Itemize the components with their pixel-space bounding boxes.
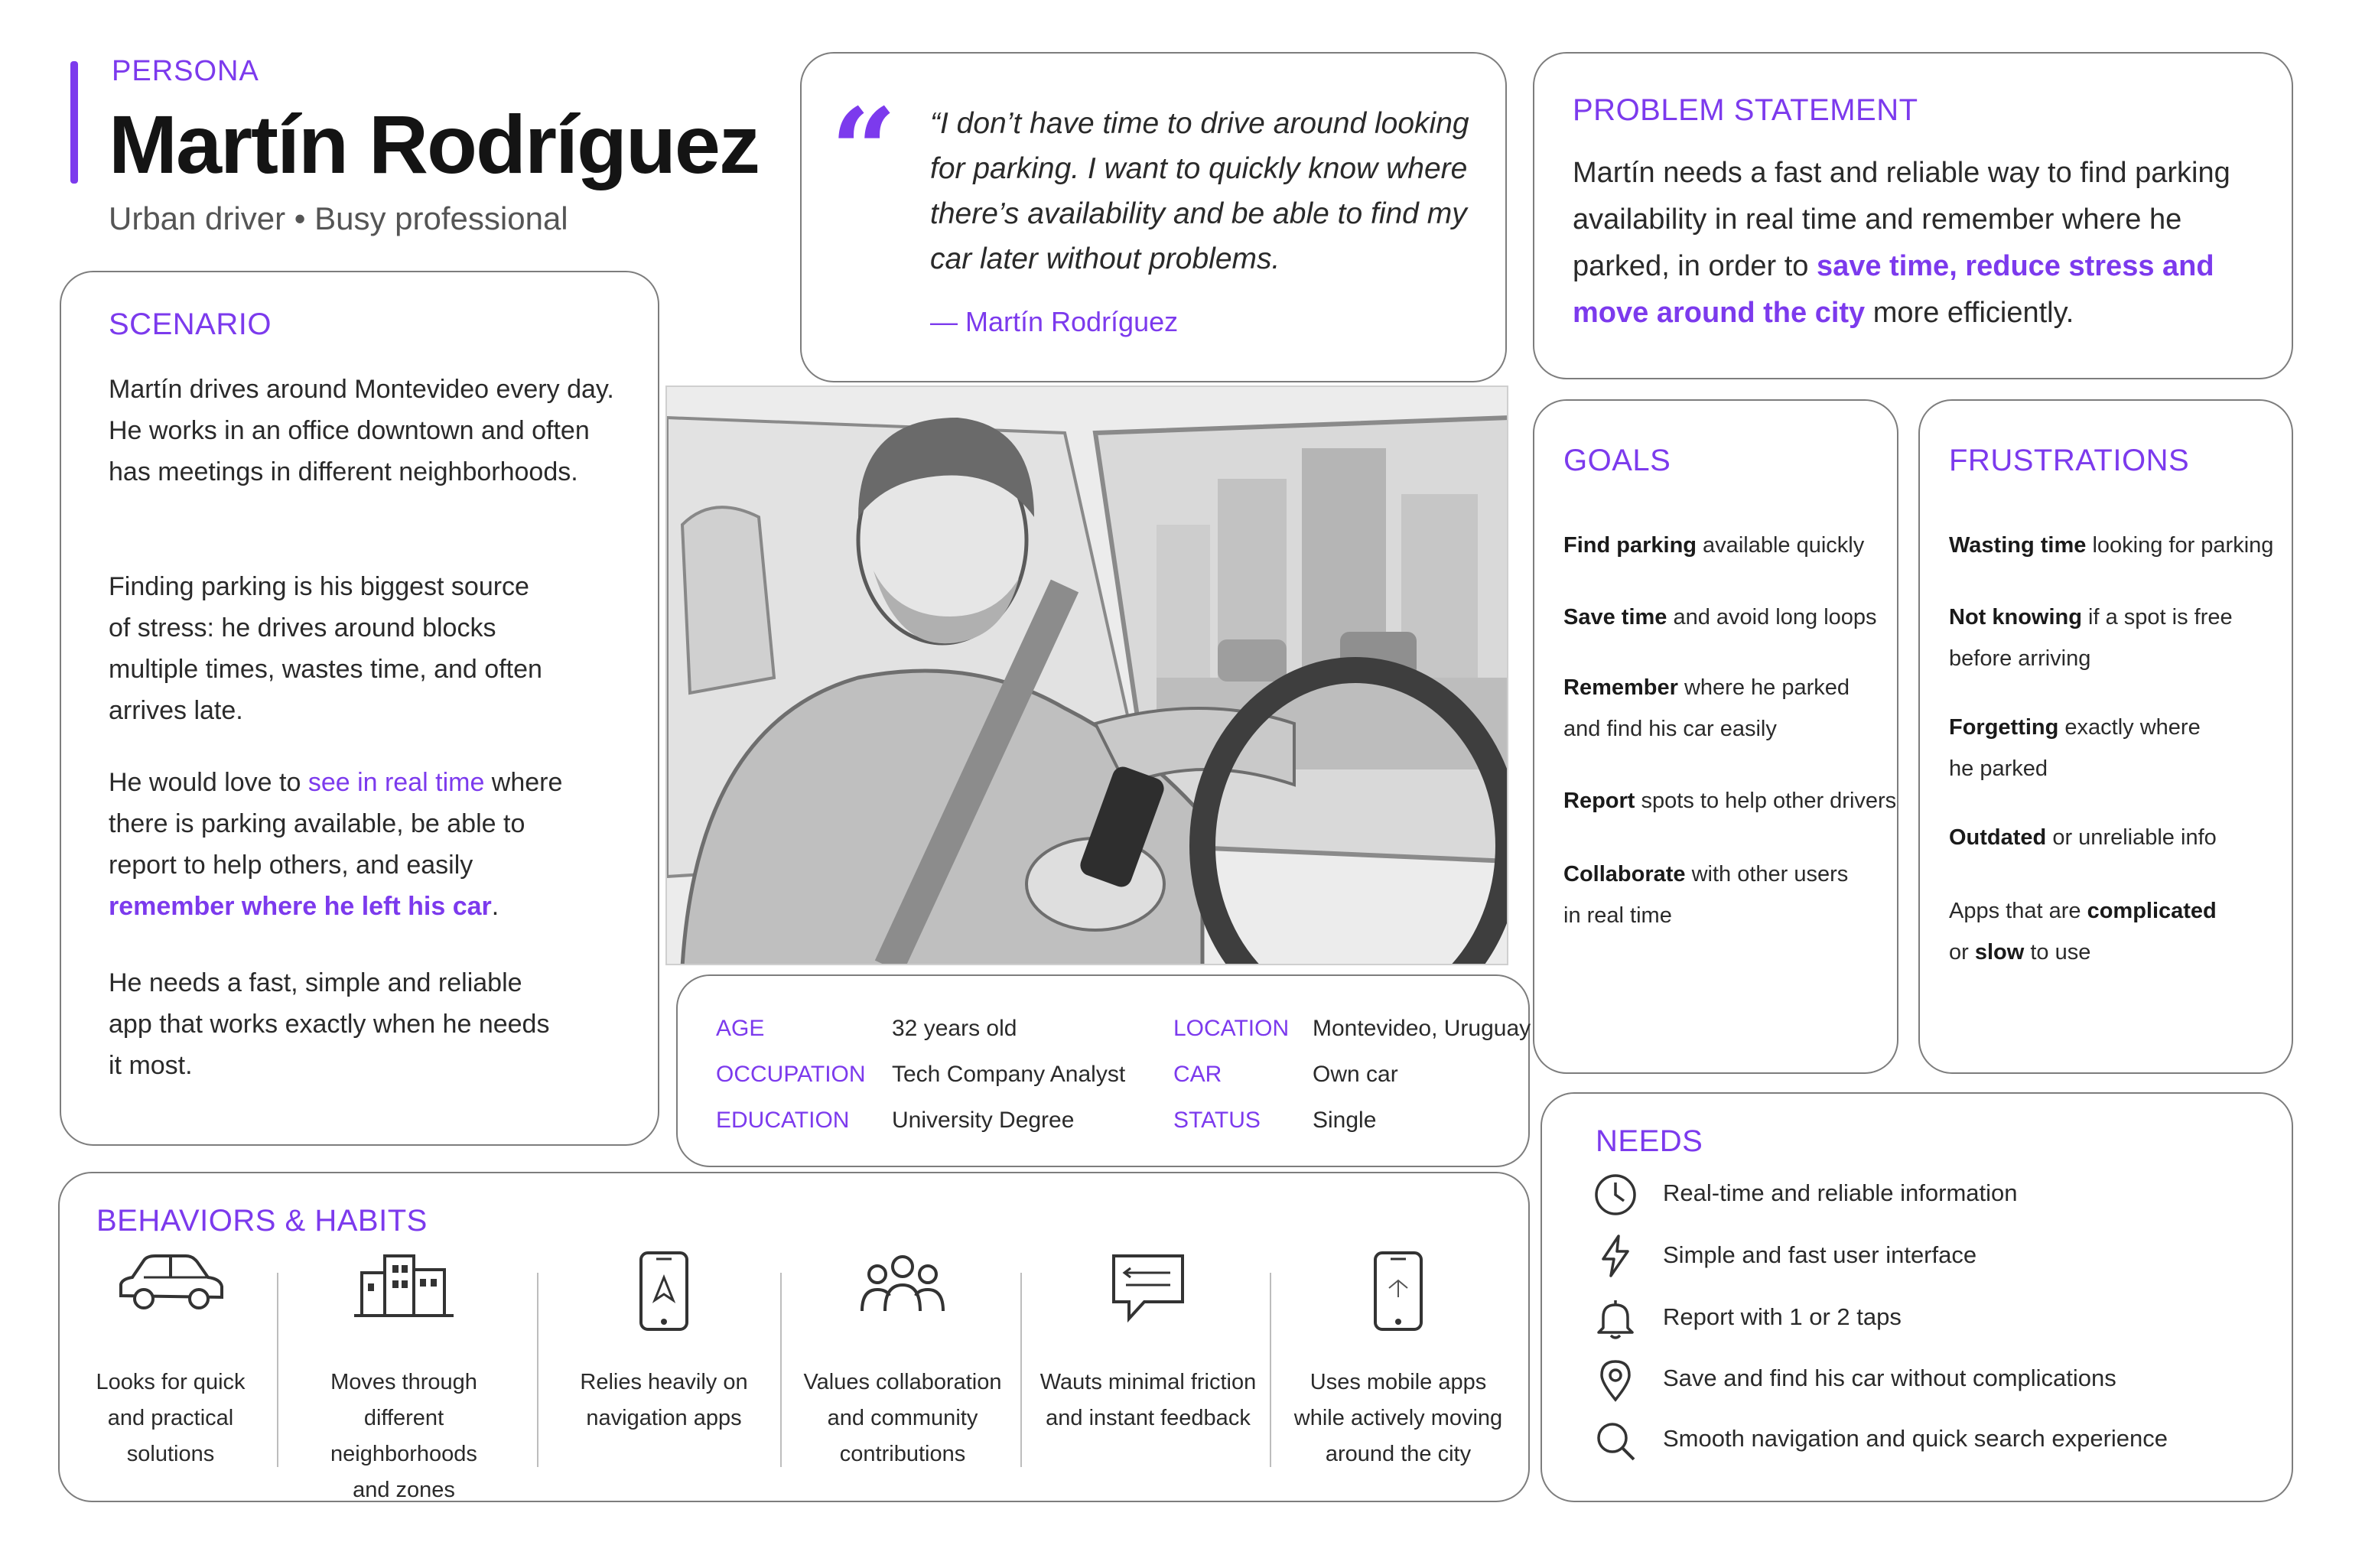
behaviors-title: BEHAVIORS & HABITS (96, 1204, 428, 1238)
phone-icon (1368, 1250, 1429, 1334)
occupation-label: OCCUPATION (716, 1062, 866, 1087)
persona-subtitle: Urban driver • Busy professional (109, 200, 568, 236)
chat-icon (1106, 1250, 1190, 1326)
driver-illustration-icon (667, 387, 1508, 965)
car-label: CAR (1173, 1062, 1222, 1087)
need-item: Real-time and reliable information (1663, 1179, 2018, 1206)
persona-info-card (676, 974, 1530, 1167)
age-label: AGE (716, 1016, 765, 1041)
need-item: Simple and fast user interface (1663, 1241, 1977, 1268)
header-accent-bar (70, 61, 78, 184)
bell-icon (1593, 1296, 1638, 1342)
behavior-divider (780, 1273, 782, 1467)
behaviors-card (58, 1172, 1530, 1502)
goal-item: Report spots to help other drivers (1563, 789, 1897, 813)
location-pin-icon (1593, 1357, 1638, 1403)
frustration-item: Wasting time looking for parking (1949, 533, 2274, 558)
car-value: Own car (1313, 1062, 1398, 1087)
behavior-item: Wauts minimal friction and instant feedback (1028, 1250, 1268, 1472)
need-item: Save and find his car without complications (1663, 1365, 2116, 1391)
occupation-value: Tech Company Analyst (892, 1062, 1126, 1087)
goal-item: Save time and avoid long loops (1563, 605, 1877, 629)
lightning-icon (1593, 1233, 1638, 1279)
problem-statement-text: Martín needs a fast and reliable way to find parking availability in real time and remember where he parked, in order to save time, reduce stress and move around the city more efficiently. (1573, 157, 2230, 329)
quote-text: “I don’t have time to drive around looking for parking. I want to quickly know where there’s availability and be able to find my car later without problems. (930, 107, 1469, 275)
goal-item: Find parking available quickly (1563, 533, 1865, 558)
scenario-title: SCENARIO (109, 307, 272, 341)
goals-title: GOALS (1563, 444, 1671, 477)
frustration-item: Not knowing if a spot is free before arriving (1949, 605, 2233, 671)
behavior-item: Relies heavily on navigation apps (549, 1250, 779, 1472)
persona-photo (665, 385, 1508, 965)
needs-title: NEEDS (1596, 1124, 1703, 1158)
scenario-paragraph-4: He needs a fast, simple and reliable app that works exactly when he needs it most. (109, 968, 550, 1080)
behavior-divider (537, 1273, 538, 1467)
frustrations-title: FRUSTRATIONS (1949, 444, 2190, 477)
behavior-item: Looks for quick and practical solutions (60, 1250, 281, 1472)
behavior-divider (1020, 1273, 1022, 1467)
location-value: Montevideo, Uruguay (1313, 1016, 1531, 1041)
behavior-item: Moves through different neighborhoods and zones (289, 1250, 519, 1472)
needs-card (1541, 1092, 2293, 1502)
search-icon (1593, 1418, 1638, 1464)
quote-author: — Martín Rodríguez (930, 306, 1179, 337)
persona-name: Martín Rodríguez (109, 98, 759, 190)
frustration-item: Apps that are complicated or slow to use (1949, 899, 2217, 965)
phone-navigation-icon (633, 1250, 695, 1334)
goals-card (1533, 399, 1898, 1074)
goal-item: Collaborate with other users in real time (1563, 862, 1849, 928)
car-icon (113, 1250, 228, 1319)
buildings-icon (346, 1250, 461, 1319)
need-item: Report with 1 or 2 taps (1663, 1303, 1902, 1330)
status-value: Single (1313, 1108, 1377, 1133)
need-item: Smooth navigation and quick search experience (1663, 1425, 2168, 1452)
behavior-divider (277, 1273, 278, 1467)
frustration-item: Forgetting exactly where he parked (1949, 715, 2201, 781)
status-label: STATUS (1173, 1108, 1261, 1133)
scenario-highlight-remember: remember where he left his car (109, 892, 492, 921)
frustrations-card (1918, 399, 2293, 1074)
persona-label: PERSONA (112, 55, 259, 87)
goal-item: Remember where he parked and find his car easily (1563, 675, 1850, 741)
behavior-item: Values collaboration and community contributions (788, 1250, 1017, 1472)
education-label: EDUCATION (716, 1108, 850, 1133)
scenario-paragraph-3: He would love to see in real time where there is parking available, be able to report to help others, and easily remember where he left his car. (109, 768, 563, 921)
education-value: University Degree (892, 1108, 1075, 1133)
scenario-highlight-realtime: see in real time (307, 768, 485, 797)
problem-statement-card (1533, 52, 2293, 379)
community-icon (853, 1250, 952, 1319)
clock-icon (1593, 1172, 1638, 1218)
problem-highlight: save time, reduce stress and move around the city (1573, 250, 2214, 329)
age-value: 32 years old (892, 1016, 1017, 1041)
location-label: LOCATION (1173, 1016, 1290, 1041)
frustration-item: Outdated or unreliable info (1949, 825, 2217, 850)
behavior-divider (1270, 1273, 1271, 1467)
behavior-item: Uses mobile apps while actively moving around the city (1277, 1250, 1519, 1472)
quote-mark-icon: “ (831, 83, 897, 218)
problem-statement-title: PROBLEM STATEMENT (1573, 93, 1918, 127)
scenario-paragraph-2: Finding parking is his biggest source of stress: he drives around blocks multiple times, wastes time, and often arrives late. (109, 572, 542, 725)
quote-card (800, 52, 1507, 382)
scenario-paragraph-1: Martín drives around Montevideo every day. He works in an office downtown and often has meetings in different neighborhoods. (109, 375, 614, 486)
scenario-card (60, 271, 659, 1146)
